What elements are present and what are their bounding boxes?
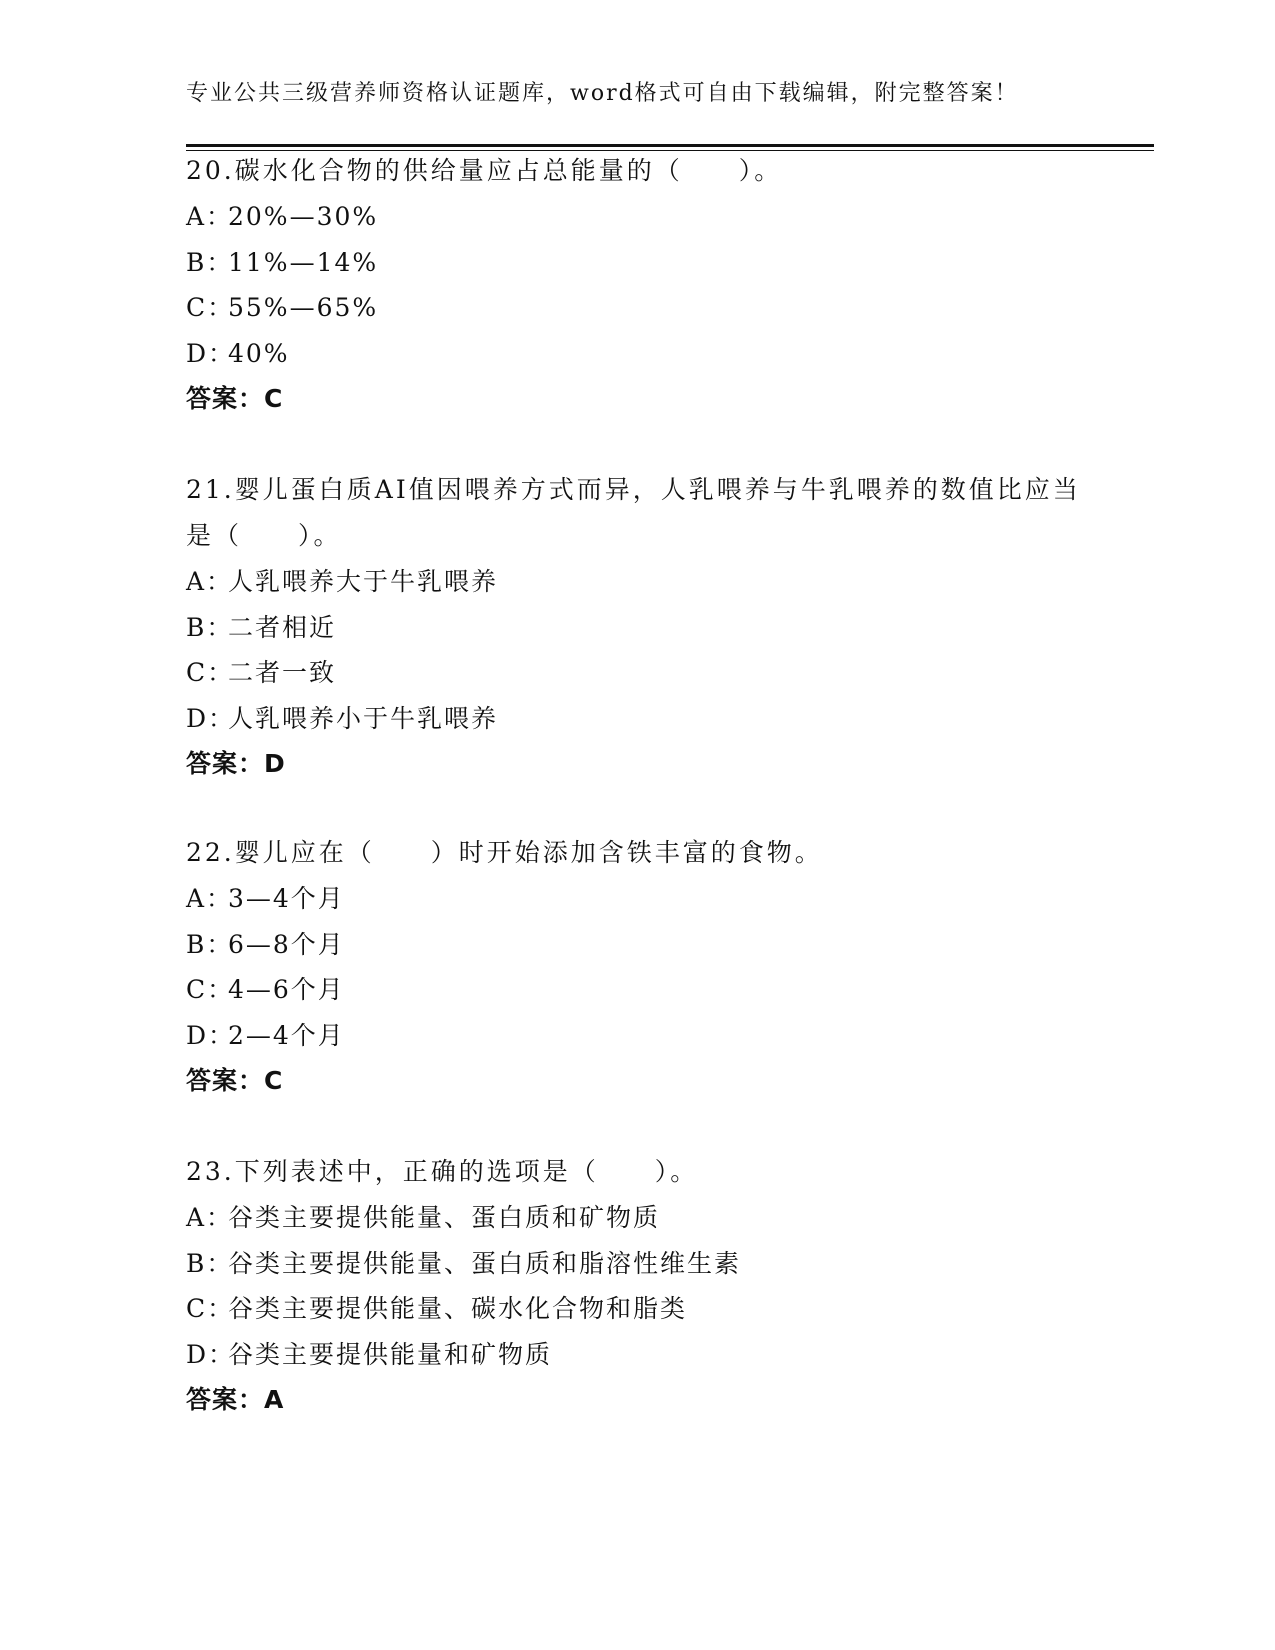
question-text: 21.婴儿蛋白质AI值因喂养方式而异，人乳喂养与牛乳喂养的数值比应当是（ ）。 [186, 475, 1081, 550]
option-key: C： [186, 1294, 235, 1323]
option-key: D： [186, 1020, 236, 1050]
question-23 [186, 1149, 1086, 1423]
option-key: A： [186, 567, 234, 596]
option-b [186, 240, 1086, 286]
option-text: 谷类主要提供能量、蛋白质和矿物质 [228, 1203, 661, 1232]
question-22 [186, 830, 1086, 1104]
option-text: 人乳喂养小于牛乳喂养 [228, 703, 499, 733]
option-a [186, 1195, 1086, 1241]
header-rule-thick [186, 144, 1154, 147]
option-key: C： [186, 658, 235, 687]
question-21 [186, 467, 1086, 787]
option-d [186, 331, 1086, 377]
option-text: 2—4个月 [228, 1020, 345, 1050]
option-text: 40% [228, 338, 290, 368]
question-text: 22.婴儿应在（ ）时开始添加含铁丰富的食物。 [186, 838, 823, 867]
option-b [186, 922, 1086, 968]
page-header: 专业公共三级营养师资格认证题库，word格式可自由下载编辑，附完整答案！ [186, 81, 1019, 106]
option-a [186, 559, 1086, 605]
option-key: D： [186, 338, 236, 368]
option-c [186, 1286, 1086, 1332]
option-text: 谷类主要提供能量和矿物质 [228, 1339, 553, 1369]
option-key: B： [186, 247, 234, 277]
option-d [186, 1332, 1086, 1378]
option-text: 二者相近 [228, 612, 337, 642]
answer: 答案：D [186, 749, 286, 778]
option-key: A： [186, 884, 234, 913]
option-text: 谷类主要提供能量、碳水化合物和脂类 [228, 1294, 688, 1323]
option-d [186, 1013, 1086, 1059]
option-key: D： [186, 1339, 236, 1369]
answer: 答案：C [186, 1066, 284, 1095]
option-key: C： [186, 975, 235, 1004]
answer: 答案：C [186, 384, 284, 413]
option-a [186, 194, 1086, 240]
option-key: A： [186, 202, 234, 231]
option-text: 谷类主要提供能量、蛋白质和脂溶性维生素 [228, 1248, 742, 1278]
option-text: 20%—30% [228, 202, 379, 231]
option-text: 4—6个月 [228, 975, 345, 1004]
answer: 答案：A [186, 1385, 285, 1414]
option-d [186, 696, 1086, 742]
option-b [186, 605, 1086, 651]
question-text: 20.碳水化合物的供给量应占总能量的（ ）。 [186, 156, 783, 185]
option-text: 11%—14% [228, 247, 379, 277]
option-key: C： [186, 293, 235, 322]
option-text: 55%—65% [228, 293, 379, 322]
option-key: B： [186, 929, 234, 959]
option-c [186, 285, 1086, 331]
option-text: 二者一致 [228, 658, 337, 687]
option-b [186, 1241, 1086, 1287]
option-text: 6—8个月 [228, 929, 345, 959]
option-c [186, 967, 1086, 1013]
option-key: B： [186, 612, 234, 642]
option-c [186, 650, 1086, 696]
question-text: 23.下列表述中，正确的选项是（ ）。 [186, 1157, 699, 1186]
option-text: 3—4个月 [228, 884, 345, 913]
question-20 [186, 148, 1086, 422]
option-key: A： [186, 1203, 234, 1232]
option-text: 人乳喂养大于牛乳喂养 [228, 567, 499, 596]
option-key: B： [186, 1248, 234, 1278]
option-a [186, 876, 1086, 922]
option-key: D： [186, 703, 236, 733]
